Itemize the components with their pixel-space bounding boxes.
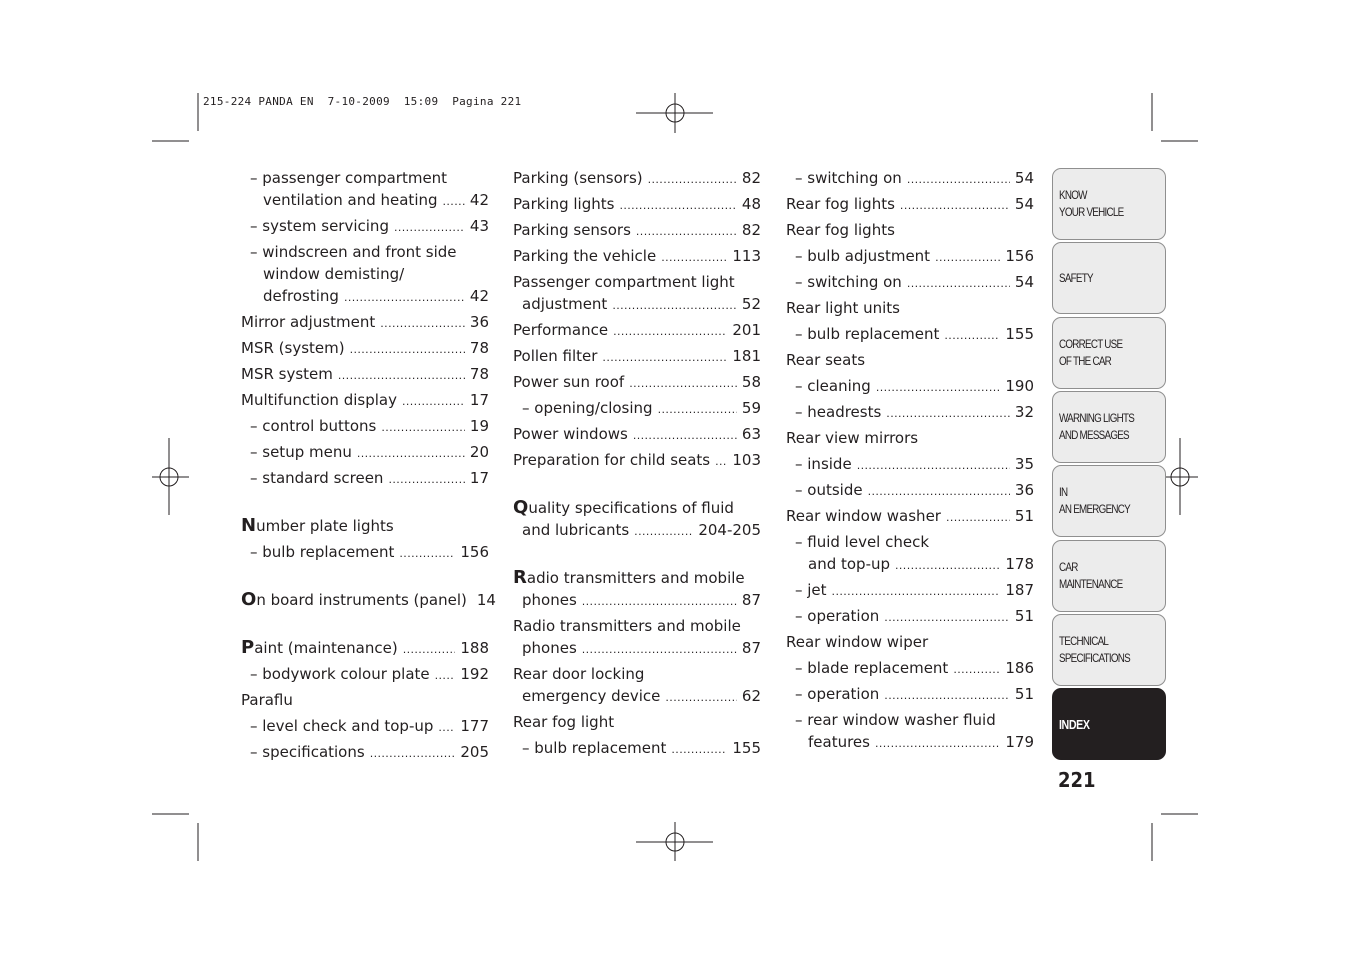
leader-dots — [388, 469, 464, 491]
page-ref: 36 — [469, 313, 489, 331]
tab-car-maintenance[interactable] — [1052, 540, 1166, 612]
leader-dots — [380, 313, 465, 335]
index-entry — [513, 449, 761, 473]
leader-dots — [612, 295, 737, 317]
index-entry — [786, 505, 1034, 529]
index-entry-text: phones — [522, 591, 577, 609]
index-entry-text: MSR (system) — [241, 339, 345, 357]
index-entry-text: – outside — [795, 481, 863, 499]
tab-in-an-emergency[interactable] — [1052, 465, 1166, 537]
page-ref: 87 — [741, 639, 761, 657]
index-entry-text: Rear view mirrors — [786, 429, 919, 447]
leader-dots — [900, 195, 1010, 217]
index-entry-text: – bulb replacement — [795, 325, 940, 343]
index-entry-text: aint (maintenance) — [254, 639, 398, 657]
tab-safety[interactable] — [1052, 242, 1166, 314]
tab-index[interactable] — [1052, 688, 1166, 760]
section-initial: Q — [513, 497, 529, 518]
index-entry-text: window demisting/ — [263, 265, 405, 283]
page-ref: 59 — [741, 399, 761, 417]
index-entry — [241, 441, 489, 465]
section-initial: P — [241, 637, 255, 658]
index-entry — [241, 589, 496, 613]
leader-dots — [357, 443, 465, 465]
index-entry-text: Rear window washer — [786, 507, 941, 525]
page-ref: 51 — [1014, 507, 1034, 525]
leader-dots — [857, 455, 1010, 477]
index-entry — [786, 683, 1034, 707]
index-entry-text: defrosting — [263, 287, 339, 305]
tab-label: INDEX — [1059, 716, 1090, 732]
index-entry-text: Rear fog lights — [786, 195, 895, 213]
index-entry-text: – headrests — [795, 403, 882, 421]
index-entry-text: and lubricants — [522, 521, 630, 539]
index-entry-text: Paraflu — [241, 691, 293, 709]
page-ref: 52 — [741, 295, 761, 313]
page-ref: 186 — [1005, 659, 1034, 677]
page-ref: 82 — [741, 169, 761, 187]
leader-dots — [619, 195, 736, 217]
index-entry-text: – switching on — [795, 169, 902, 187]
index-entry-text: n board instruments (panel) — [256, 591, 467, 609]
page-ref: 54 — [1014, 169, 1034, 187]
index-entry — [241, 663, 489, 687]
page-ref: 190 — [1005, 377, 1034, 395]
index-entry — [513, 737, 761, 761]
page-ref: 178 — [1005, 555, 1034, 573]
index-entry-text: – bulb adjustment — [795, 247, 931, 265]
index-entry-text: Power windows — [513, 425, 628, 443]
index-entry-text: Multifunction display — [241, 391, 397, 409]
index-entry — [786, 245, 1034, 269]
leader-dots — [443, 191, 465, 213]
page-ref: 42 — [469, 287, 489, 305]
tab-label: CORRECT USE OF THE CAR — [1059, 336, 1123, 368]
index-entry — [786, 631, 1034, 653]
page-ref: 155 — [1005, 325, 1034, 343]
index-entry — [241, 689, 489, 711]
leader-dots — [633, 425, 737, 447]
index-entry-text: – level check and top-up — [250, 717, 434, 735]
page-ref: 36 — [1014, 481, 1034, 499]
index-entry — [513, 711, 761, 733]
tab-technical-specifications[interactable] — [1052, 614, 1166, 686]
index-entry-text: MSR system — [241, 365, 333, 383]
index-entry-text: Pollen filter — [513, 347, 598, 365]
leader-dots — [399, 543, 455, 565]
leader-dots — [636, 221, 737, 243]
tab-correct-use-of-the-car[interactable] — [1052, 317, 1166, 389]
index-entry — [241, 467, 489, 491]
index-entry-text: uality specifications of fluid — [528, 499, 734, 517]
index-entry-text: – bodywork colour plate — [250, 665, 430, 683]
index-entry-text: Parking sensors — [513, 221, 631, 239]
index-entry-text: Preparation for child seats — [513, 451, 711, 469]
section-initial: N — [241, 515, 257, 536]
index-entry — [786, 219, 1034, 241]
index-entry-text: Rear fog light — [513, 713, 615, 731]
section-initial: O — [241, 589, 257, 610]
tab-label: WARNING LIGHTS AND MESSAGES — [1059, 410, 1135, 442]
index-entry — [241, 637, 489, 661]
leader-dots — [665, 687, 737, 709]
index-entry — [786, 579, 1034, 603]
index-entry-text: Parking lights — [513, 195, 615, 213]
index-entry-text: features — [808, 733, 870, 751]
leader-dots — [629, 373, 737, 395]
index-entry-text: – opening/closing — [522, 399, 653, 417]
leader-dots — [875, 733, 1000, 755]
index-entry-text: – operation — [795, 685, 880, 703]
page-ref: 82 — [741, 221, 761, 239]
index-entry — [786, 657, 1034, 681]
leader-dots — [907, 169, 1010, 191]
index-entry-text: Parking the vehicle — [513, 247, 657, 265]
leader-dots — [370, 743, 456, 765]
tab-label: TECHNICAL SPECIFICATIONS — [1059, 633, 1130, 665]
leader-dots — [350, 339, 465, 361]
index-entry — [241, 515, 489, 537]
tab-label: CAR MAINTENANCE — [1059, 559, 1123, 591]
page-ref: 156 — [1005, 247, 1034, 265]
leader-dots — [946, 507, 1010, 529]
page-ref: 17 — [469, 469, 489, 487]
index-entry-text: Rear seats — [786, 351, 866, 369]
index-entry-text: – operation — [795, 607, 880, 625]
index-entry — [241, 241, 489, 309]
page-number: 221 — [1058, 768, 1096, 792]
index-entry-text: – fluid level check — [795, 533, 930, 551]
page-ref: 63 — [741, 425, 761, 443]
index-entry-text: – standard screen — [250, 469, 384, 487]
leader-dots — [886, 403, 1010, 425]
index-entry-text: – system servicing — [250, 217, 389, 235]
index-entry — [513, 371, 761, 395]
index-entry-text: – setup menu — [250, 443, 352, 461]
index-entry — [513, 567, 761, 613]
tab-warning-lights-and-messages[interactable] — [1052, 391, 1166, 463]
index-entry — [786, 167, 1034, 191]
page-ref: 51 — [1014, 607, 1034, 625]
page-ref: 204-205 — [698, 521, 761, 539]
index-entry — [786, 427, 1034, 449]
tab-label: SAFETY — [1059, 270, 1093, 285]
print-slug: 215-224 PANDA EN 7-10-2009 15:09 Pagina 221 — [203, 95, 522, 108]
index-entry-text: Radio transmitters and mobile — [513, 617, 741, 635]
index-entry — [513, 423, 761, 447]
index-entry — [513, 319, 761, 343]
page-ref: 78 — [469, 339, 489, 357]
index-entry — [241, 541, 489, 565]
index-entry-text: – rear window washer fluid — [795, 711, 996, 729]
index-entry-text: – bulb replacement — [250, 543, 395, 561]
leader-dots — [944, 325, 1000, 347]
index-entry — [786, 297, 1034, 319]
page-ref: 181 — [732, 347, 761, 365]
page-ref: 14 — [476, 591, 496, 609]
page-ref: 62 — [741, 687, 761, 705]
index-entry-text: adio transmitters and mobile — [526, 569, 745, 587]
index-entry-text: – specifications — [250, 743, 365, 761]
leader-dots — [671, 739, 727, 761]
index-entry — [513, 245, 761, 269]
leader-dots — [658, 399, 737, 421]
page-ref: 48 — [741, 195, 761, 213]
index-entry — [241, 311, 489, 335]
index-entry-text: emergency device — [522, 687, 661, 705]
leader-dots — [394, 217, 465, 239]
index-entry — [513, 167, 761, 191]
index-entry — [786, 531, 1034, 577]
index-entry — [241, 389, 489, 413]
page-ref: 35 — [1014, 455, 1034, 473]
index-entry-text: Rear window wiper — [786, 633, 929, 651]
leader-dots — [907, 273, 1010, 295]
index-entry-text: – blade replacement — [795, 659, 949, 677]
page-ref: 155 — [732, 739, 761, 757]
section-initial: R — [513, 567, 527, 588]
index-entry — [786, 479, 1034, 503]
index-entry — [241, 415, 489, 439]
index-entry-text: – passenger compartment — [250, 169, 448, 187]
index-entry — [241, 167, 489, 213]
page-ref: 19 — [469, 417, 489, 435]
index-entry — [513, 345, 761, 369]
page-ref: 156 — [460, 543, 489, 561]
page-ref: 192 — [460, 665, 489, 683]
index-entry — [513, 497, 761, 543]
leader-dots — [648, 169, 737, 191]
leader-dots — [953, 659, 1000, 681]
index-entry — [513, 663, 761, 709]
page-ref: 42 — [469, 191, 489, 209]
index-entry — [786, 401, 1034, 425]
leader-dots — [935, 247, 1000, 269]
index-entry — [513, 271, 761, 317]
index-entry — [241, 215, 489, 239]
leader-dots — [402, 391, 465, 413]
page-ref: 113 — [732, 247, 761, 265]
index-entry-text: – inside — [795, 455, 852, 473]
index-entry-text: Performance — [513, 321, 609, 339]
index-entry-text: – bulb replacement — [522, 739, 667, 757]
leader-dots — [868, 481, 1010, 503]
tab-label: IN AN EMERGENCY — [1059, 485, 1130, 517]
page-ref: 201 — [732, 321, 761, 339]
page-ref: 179 — [1005, 733, 1034, 751]
index-entry-text: and top-up — [808, 555, 891, 573]
leader-dots — [715, 451, 727, 473]
leader-dots — [661, 247, 727, 269]
page-ref: 187 — [1005, 581, 1034, 599]
index-entry-text: adjustment — [522, 295, 608, 313]
index-entry-text: – windscreen and front side — [250, 243, 457, 261]
index-entry-text: Parking (sensors) — [513, 169, 643, 187]
index-entry-text: Rear door locking — [513, 665, 645, 683]
leader-dots — [832, 581, 1001, 603]
index-entry — [786, 375, 1034, 399]
index-entry — [786, 323, 1034, 347]
index-entry — [786, 193, 1034, 217]
leader-dots — [895, 555, 1000, 577]
index-entry-text: phones — [522, 639, 577, 657]
index-entry — [513, 397, 761, 421]
tab-label: KNOW YOUR VEHICLE — [1059, 188, 1124, 219]
page-ref: 54 — [1014, 195, 1034, 213]
leader-dots — [884, 685, 1010, 707]
index-entry-text: Power sun roof — [513, 373, 625, 391]
index-entry-text: – switching on — [795, 273, 902, 291]
page-ref: 43 — [469, 217, 489, 235]
tab-know-your-vehicle[interactable] — [1052, 168, 1166, 240]
index-entry-text: – jet — [795, 581, 827, 599]
index-entry — [241, 741, 489, 765]
index-entry — [786, 605, 1034, 629]
index-entry — [786, 453, 1034, 477]
leader-dots — [884, 607, 1010, 629]
index-entry-text: – cleaning — [795, 377, 871, 395]
leader-dots — [381, 417, 465, 439]
index-entry-text: Rear fog lights — [786, 221, 895, 239]
index-entry-text: Passenger compartment light — [513, 273, 735, 291]
leader-dots — [403, 639, 456, 661]
leader-dots — [634, 521, 693, 543]
page-ref: 58 — [741, 373, 761, 391]
page-ref: 78 — [469, 365, 489, 383]
index-entry — [513, 193, 761, 217]
index-entry — [786, 349, 1034, 371]
leader-dots — [438, 717, 455, 739]
page-ref: 177 — [460, 717, 489, 735]
page-ref: 87 — [741, 591, 761, 609]
page-ref: 188 — [460, 639, 489, 657]
index-entry-text: umber plate lights — [256, 517, 394, 535]
index-entry — [513, 219, 761, 243]
leader-dots — [876, 377, 1001, 399]
leader-dots — [344, 287, 465, 309]
index-entry — [513, 615, 761, 661]
page-ref: 20 — [469, 443, 489, 461]
page-ref: 17 — [469, 391, 489, 409]
index-entry — [241, 363, 489, 387]
leader-dots — [602, 347, 727, 369]
index-entry — [786, 709, 1034, 755]
index-entry — [241, 715, 489, 739]
index-entry — [241, 337, 489, 361]
index-entry-text: ventilation and heating — [263, 191, 438, 209]
index-entry-text: Mirror adjustment — [241, 313, 376, 331]
leader-dots — [582, 591, 737, 613]
leader-dots — [582, 639, 737, 661]
leader-dots — [338, 365, 465, 387]
page-ref: 51 — [1014, 685, 1034, 703]
index-entry — [786, 271, 1034, 295]
page-ref: 54 — [1014, 273, 1034, 291]
index-entry-text: – control buttons — [250, 417, 377, 435]
leader-dots — [435, 665, 456, 687]
page-ref: 103 — [732, 451, 761, 469]
page-ref: 32 — [1014, 403, 1034, 421]
page-ref: 205 — [460, 743, 489, 761]
leader-dots — [613, 321, 727, 343]
index-entry-text: Rear light units — [786, 299, 900, 317]
